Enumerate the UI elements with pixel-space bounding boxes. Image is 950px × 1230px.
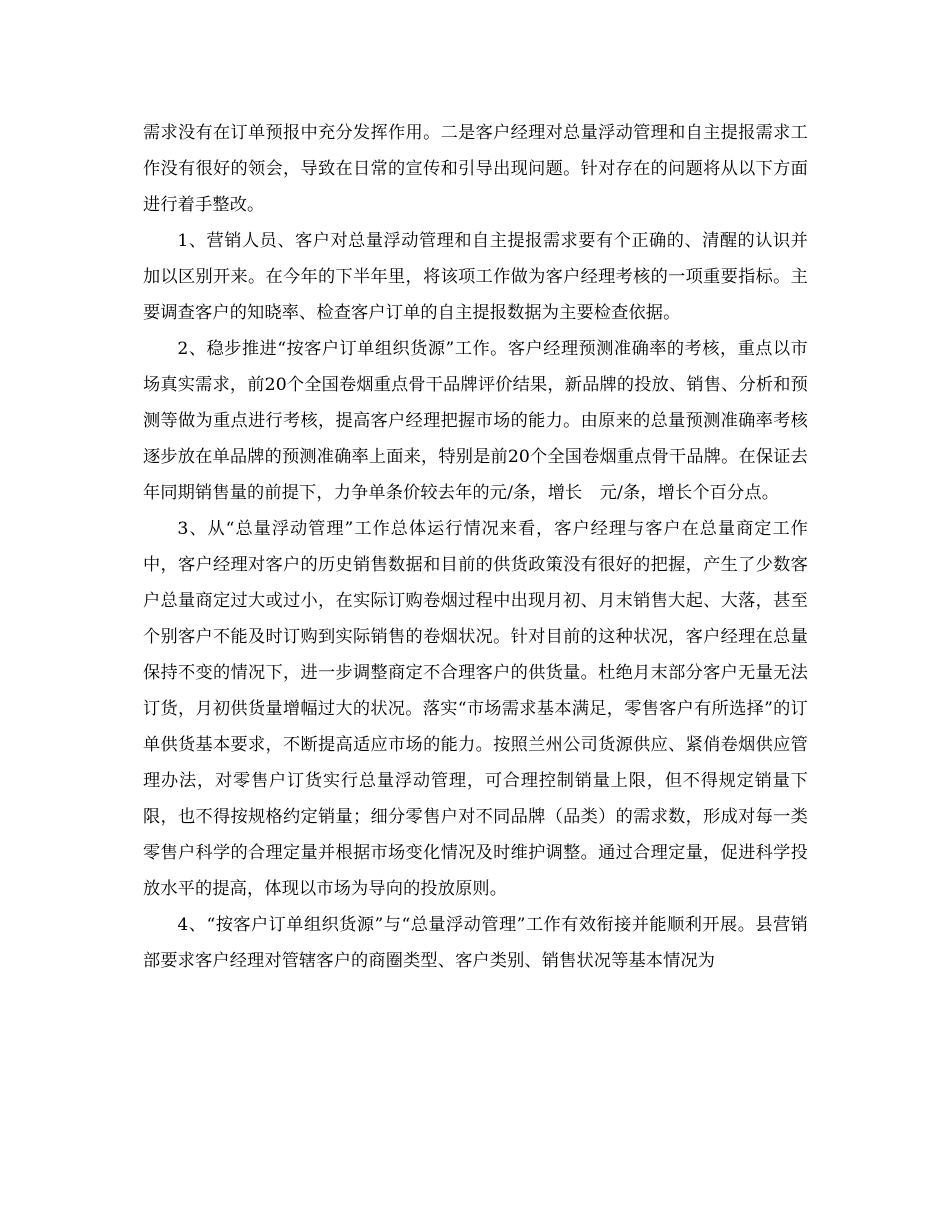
paragraph-item-1: 1、营销人员、客户对总量浮动管理和自主提报需求要有个正确的、清醒的认识并加以区别开来。在今年的下半年里，将该项工作做为客户经理考核的一项重要指标。主要调查客户的知晓率、检查客户订单的自主提报数据为主要检查依据。 <box>143 231 808 323</box>
paragraph-item-4: 4、“按客户订单组织货源”与“总量浮动管理”工作有效衔接并能顺利开展。县营销部要求客户经理对管辖客户的商圈类型、客户类别、销售状况等基本情况为 <box>143 915 808 971</box>
paragraph-item-3: 3、从“总量浮动管理”工作总体运行情况来看，客户经理与客户在总量商定工作中，客户经理对客户的历史销售数据和目前的供货政策没有很好的把握，产生了少数客户总量商定过大或过小，在实际订购卷烟过程中出现月初、月末销售大起、大落，甚至个别客户不能及时订购到实际销售的卷烟状况。针对目前的这种状况，客户经理在总量保持不变的情况下，进一步调整商定不合理客户的供货量。杜绝月末部分客户无量无法订货，月初供货量增幅过大的状况。落实“市场需求基本满足，零售客户有所选择”的订单供货基本要求，不断提高适应市场的能力。按照兰州公司货源供应、紧俏卷烟供应管理办法，对零售户订货实行总量浮动管理，可合理控制销量上限，但不得规定销量下限，也不得按规格约定销量；细分零售户对不同品牌（品类）的需求数，形成对每一类零售户科学的合理定量并根据市场变化情况及时维护调整。通过合理定量，促进科学投放水平的提高，体现以市场为导向的投放原则。 <box>143 519 808 899</box>
paragraph-intro: 需求没有在订单预报中充分发挥作用。二是客户经理对总量浮动管理和自主提报需求工作没有很好的领会，导致在日常的宣传和引导出现问题。针对存在的问题将从以下方面进行着手整改。 <box>143 123 808 215</box>
document-body <box>143 115 808 979</box>
paragraph-item-2: 2、稳步推进“按客户订单组织货源”工作。客户经理预测准确率的考核，重点以市场真实需求，前20个全国卷烟重点骨干品牌评价结果，新品牌的投放、销售、分析和预测等做为重点进行考核，提高客户经理把握市场的能力。由原来的总量预测准确率考核逐步放在单品牌的预测准确率上面来，特别是前20个全国卷烟重点骨干品牌。在保证去年同期销售量的前提下，力争单条价较去年的元/条，增长 元/条，增长个百分点。 <box>143 339 808 503</box>
